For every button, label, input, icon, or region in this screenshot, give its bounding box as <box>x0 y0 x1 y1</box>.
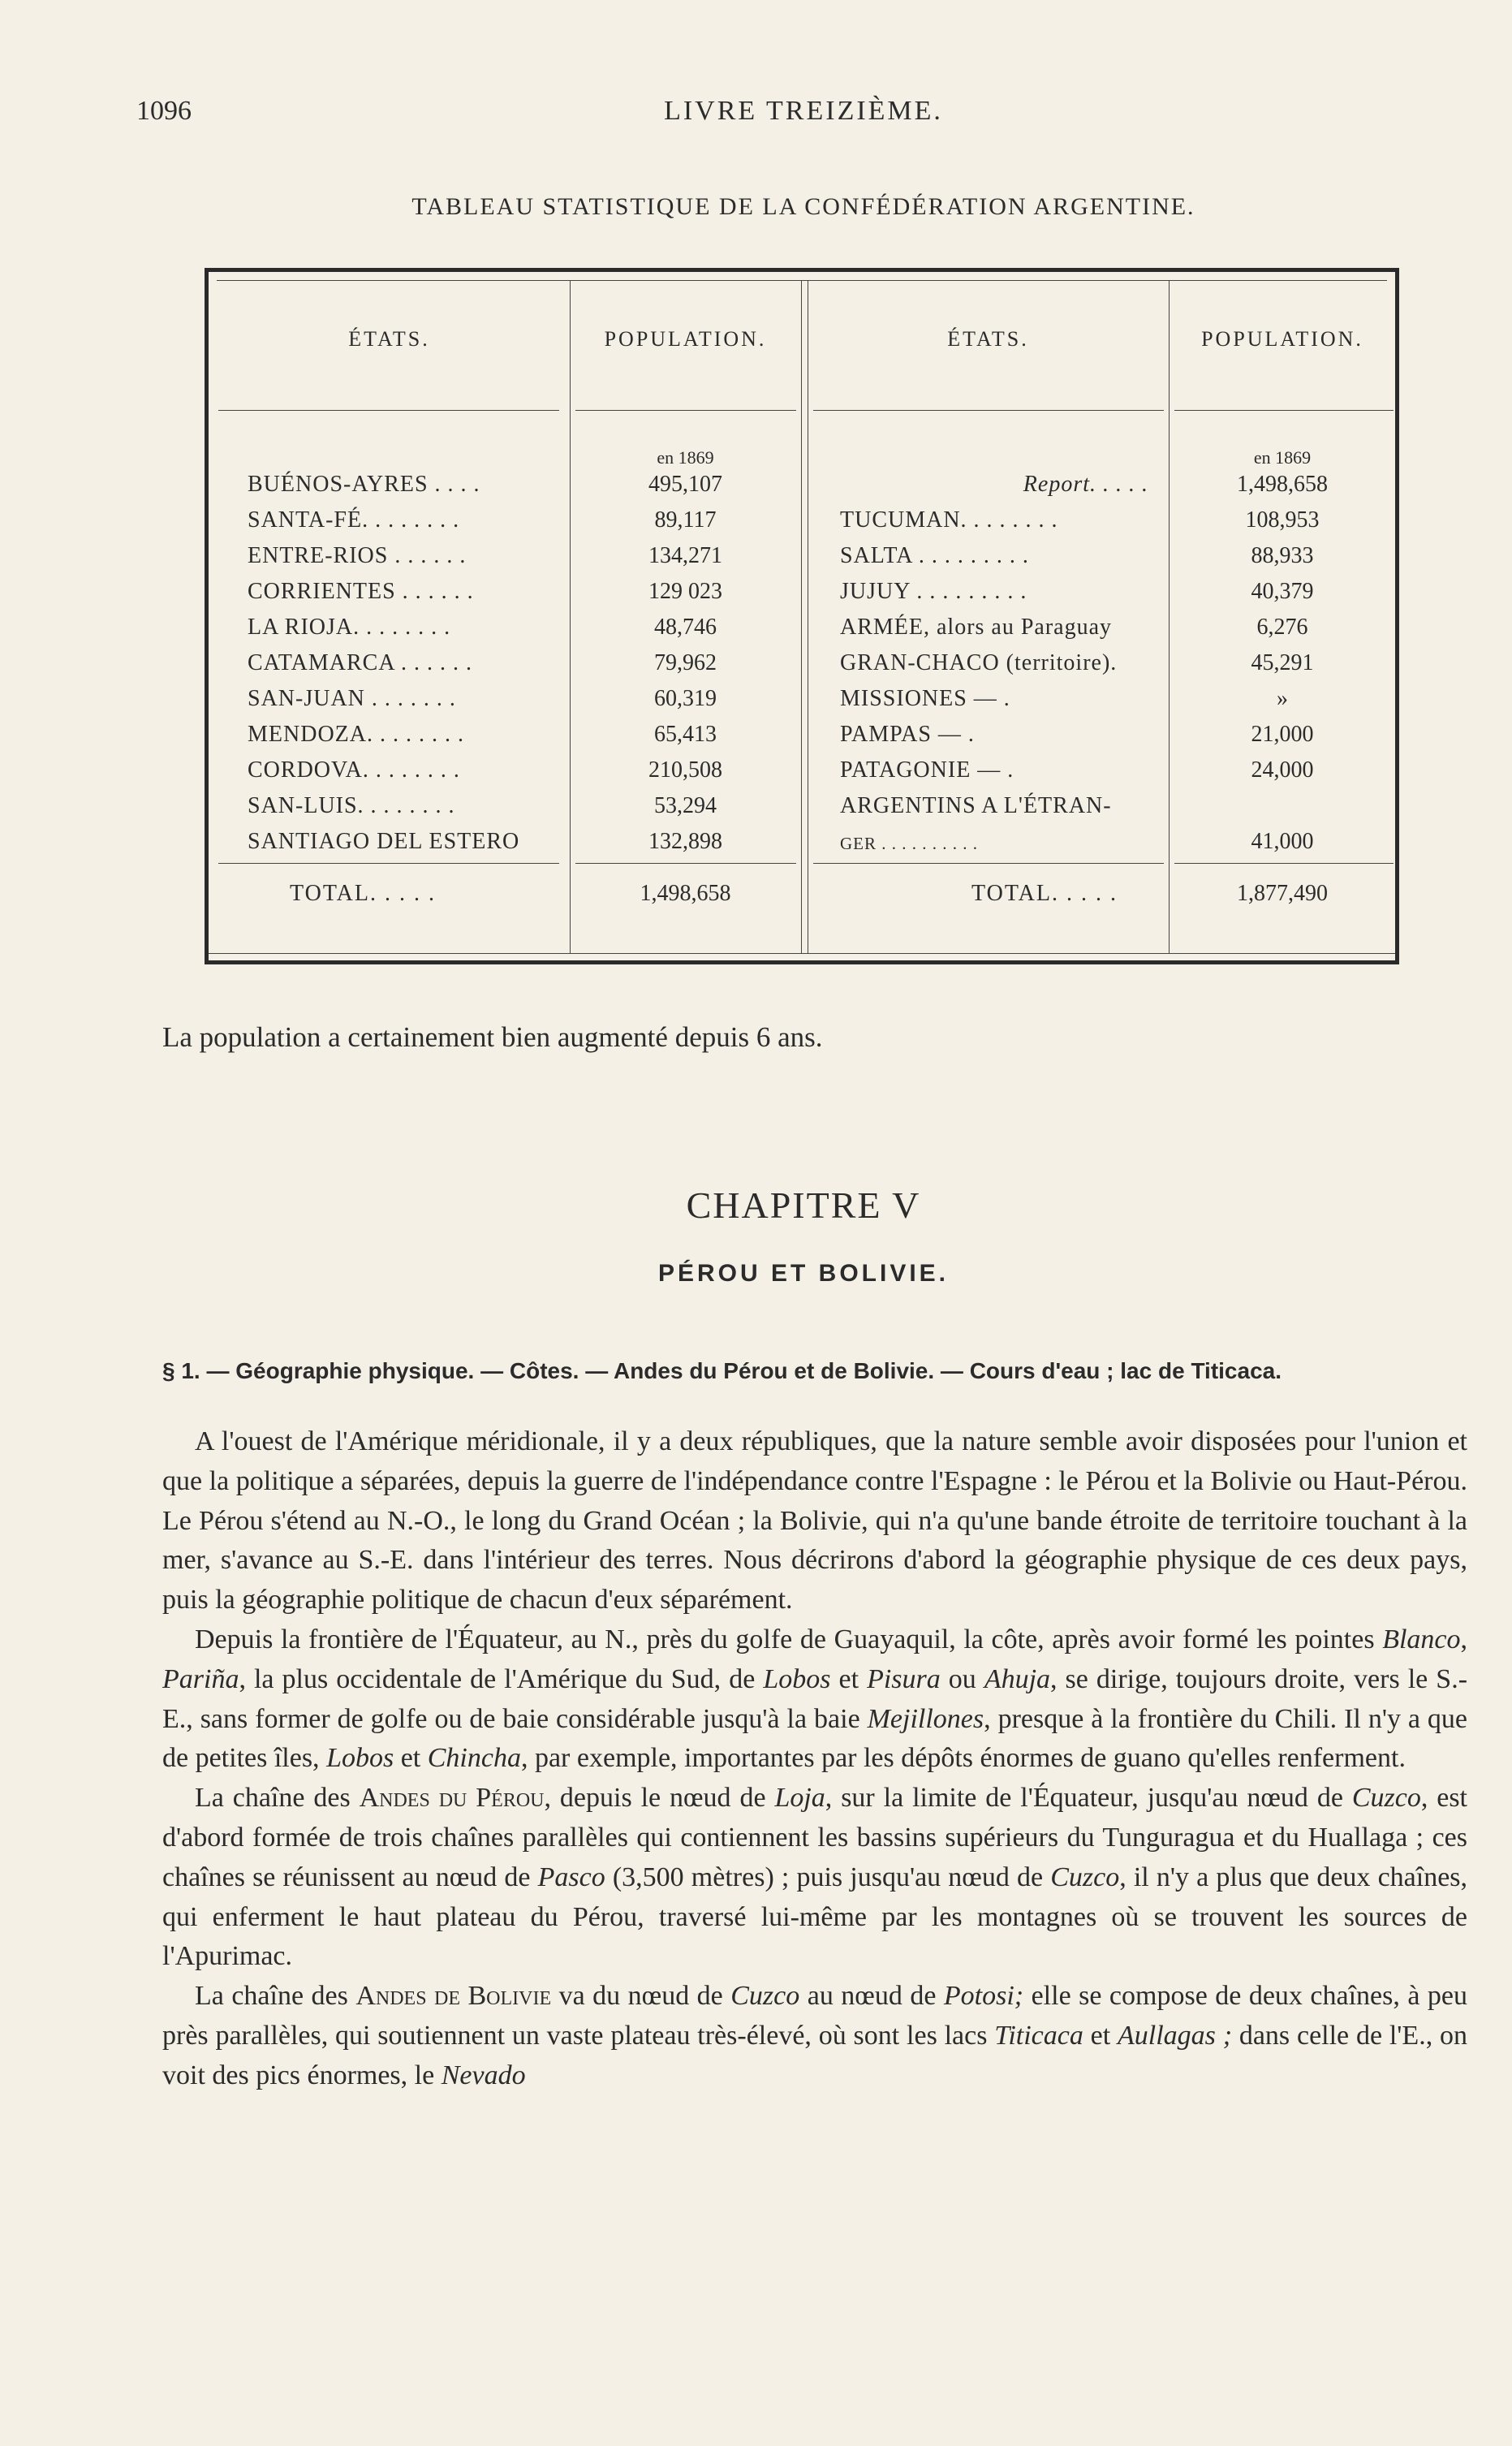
population-note: La population a certainement bien augmenté depuis 6 ans. <box>162 1021 823 1053</box>
paragraph: La chaîne des Andes de Bolivie va du nœud de Cuzco au nœud de Potosi; elle se compose de deux chaînes, à peu près parallèles, qui soutiennent un vaste plateau très-élevé, où sont les lacs Titicaca et Aullagas ; dans celle de l'E., on voit des pics énormes, le Nevado <box>162 1981 1467 2090</box>
state-population: 41,000 <box>1251 829 1314 854</box>
state-population: 45,291 <box>1251 650 1314 675</box>
state-population: 89,117 <box>654 507 717 533</box>
table-row <box>209 579 1395 615</box>
paragraph: A l'ouest de l'Amérique méridionale, il y a deux républiques, que la nature semble avoir disposées pour l'union et que la politique a séparées, depuis la guerre de l'indépendance contre l'Espagne : le Pérou et la Bolivie ou Haut-Pérou. Le Pérou s'étend au N.-O., le long du Grand Océan ; la Bolivie, qui n'a qu'une bande étroite de territoire touchant à la mer, s'avance au S.-E. dans l'intérieur des terres. Nous décrirons d'abord la géographie physique de ces deux pays, puis la géographie politique de chacun d'eux séparément. <box>162 1426 1467 1616</box>
col-header-states-right: ÉTATS. <box>947 327 1029 351</box>
table-row <box>209 507 1395 543</box>
state-population: 48,746 <box>654 615 717 640</box>
state-name: LA RIOJA. . . . . . . . <box>248 615 451 640</box>
state-name: ARMÉE, alors au Paraguay <box>840 615 1113 640</box>
state-name: SANTA-FÉ. . . . . . . . <box>248 507 460 533</box>
year-note-left: en 1869 <box>657 447 714 468</box>
table-row <box>209 543 1395 579</box>
state-population: 495,107 <box>648 472 722 497</box>
state-name: CATAMARCA . . . . . . <box>248 650 473 675</box>
state-population: 60,319 <box>654 686 717 711</box>
report-label: Report. . . . . <box>1023 472 1148 497</box>
state-population: 24,000 <box>1251 757 1314 783</box>
state-population: 79,962 <box>654 650 717 675</box>
book-title: LIVRE TREIZIÈME. <box>664 96 943 126</box>
state-population: 108,953 <box>1245 507 1320 533</box>
table-row <box>209 615 1395 650</box>
body-text <box>162 1422 1467 2096</box>
state-name: PAMPAS — . <box>840 722 975 747</box>
chapter-title: CHAPITRE V <box>686 1184 921 1226</box>
statistics-table <box>205 268 1399 964</box>
col-header-population-right: POPULATION. <box>1201 327 1363 351</box>
state-name: PATAGONIE — . <box>840 757 1014 783</box>
table-row <box>209 650 1395 686</box>
state-population: » <box>1277 686 1288 711</box>
header-rule <box>218 410 559 411</box>
year-note-right: en 1869 <box>1253 447 1312 468</box>
col-header-population-left: POPULATION. <box>604 327 767 351</box>
state-population: 129 023 <box>648 579 722 604</box>
table-row <box>209 472 1395 507</box>
state-population: 40,379 <box>1251 579 1314 604</box>
state-name: MENDOZA. . . . . . . . <box>248 722 464 747</box>
table-bottom-rule <box>209 953 1395 954</box>
header-rule <box>575 410 796 411</box>
state-name: MISSIONES — . <box>840 686 1010 711</box>
table-row <box>209 829 1395 865</box>
col-header-states-left: ÉTATS. <box>348 327 430 351</box>
state-name: JUJUY . . . . . . . . . <box>840 579 1027 604</box>
header-rule <box>813 410 1164 411</box>
page-number: 1096 <box>136 96 192 126</box>
state-population: 210,508 <box>648 757 722 783</box>
table-row <box>209 793 1395 829</box>
state-name: GRAN-CHACO (territoire). <box>840 650 1118 675</box>
state-name: CORDOVA. . . . . . . . <box>248 757 460 783</box>
section-heading: § 1. — Géographie physique. — Côtes. — Andes du Pérou et de Bolivie. — Cours d'eau ; lac de Titicaca. <box>162 1358 1282 1383</box>
state-name: ENTRE-RIOS . . . . . . <box>248 543 467 568</box>
state-name: SANTIAGO DEL ESTERO <box>248 829 520 854</box>
state-population: 6,276 <box>1256 615 1308 640</box>
table-row <box>209 686 1395 722</box>
state-name: BUÉNOS-AYRES . . . . <box>248 472 480 497</box>
table-row <box>209 722 1395 757</box>
report-value: 1,498,658 <box>1237 472 1328 497</box>
total-label-right: TOTAL. . . . . <box>971 881 1118 906</box>
table-top-rule <box>217 280 1387 281</box>
table-row <box>209 757 1395 793</box>
state-population: 21,000 <box>1251 722 1314 747</box>
chapter-subtitle: PÉROU ET BOLIVIE. <box>657 1260 950 1287</box>
state-population: 53,294 <box>654 793 717 818</box>
paragraph: La chaîne des Andes du Pérou, depuis le nœud de Loja, sur la limite de l'Équateur, jusqu'au nœud de Cuzco, est d'abord formée de trois chaînes parallèles qui contiennent les bassins supérieurs du Tunguragua et du Huallaga ; ces chaînes se réunissent au nœud de Pasco (3,500 mètres) ; puis jusqu'au nœud de Cuzco, il n'y a plus que deux chaînes, qui enferment le haut plateau du Pérou, traversé lui-même par les montagnes où se trouvent les sources de l'Apurimac. <box>162 1783 1468 1972</box>
total-right: 1,877,490 <box>1237 881 1328 906</box>
state-population: 65,413 <box>654 722 717 747</box>
state-name: SAN-LUIS. . . . . . . . <box>248 793 455 818</box>
state-name: TUCUMAN. . . . . . . . <box>840 507 1058 533</box>
paragraph: Depuis la frontière de l'Équateur, au N., près du golfe de Guayaquil, la côte, après avoir formé les pointes Blanco, Pariña, la plus occidentale de l'Amérique du Sud, de Lobos et Pisura ou Ahuja, se dirige, toujours droite, vers le S.-E., sans former de golfe ou de baie considérable jusqu'à la baie Mejillones, presque à la frontière du Chili. Il n'y a que de petites îles, Lobos et Chincha, par exemple, importantes par les dépôts énormes de guano qu'elles renferment. <box>162 1624 1468 1774</box>
header-rule <box>1174 410 1394 411</box>
state-population: 132,898 <box>648 829 722 854</box>
state-population: 88,933 <box>1251 543 1314 568</box>
table-title: TABLEAU STATISTIQUE DE LA CONFÉDÉRATION ARGENTINE. <box>411 193 1195 220</box>
running-head <box>130 96 1477 136</box>
state-name: SAN-JUAN . . . . . . . <box>248 686 456 711</box>
state-name: ARGENTINS A L'ÉTRAN- <box>840 793 1112 818</box>
state-name: SALTA . . . . . . . . . <box>840 543 1029 568</box>
total-label-left: TOTAL. . . . . <box>290 881 437 906</box>
state-population: 134,271 <box>648 543 722 568</box>
total-left: 1,498,658 <box>640 881 731 906</box>
totals-row <box>209 881 1395 917</box>
state-name: CORRIENTES . . . . . . <box>248 579 474 604</box>
state-name: GER . . . . . . . . . . <box>840 834 978 853</box>
